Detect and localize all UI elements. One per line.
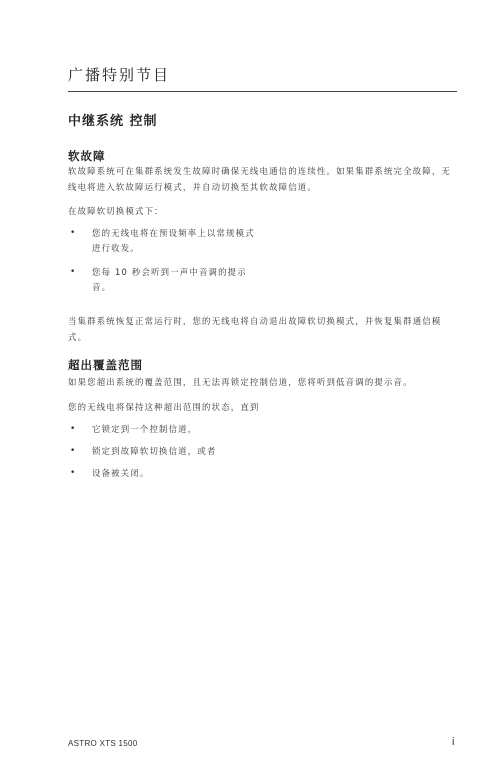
list-item xyxy=(68,265,262,295)
bullet-icon: • xyxy=(70,468,77,478)
fail-soft-paragraph: 软故障系统可在集群系统发生故障时确保无线电通信的连续性。如果集群系统完全故障，无线电将进入软故障运行模式，并自动切换至其软故障信道。 xyxy=(68,166,451,192)
fail-soft-bullet-list xyxy=(68,226,452,295)
out-of-range-paragraph: 如果您超出系统的覆盖范围，且无法再锁定控制信道，您将听到低音调的提示音。 xyxy=(68,377,413,387)
fail-soft-closing: 当集群系统恢复正常运行时，您的无线电将自动退出故障软切换模式，并恢复集群通信模式。 xyxy=(68,316,442,342)
list-item-text: 锁定到故障软切换信道，或者 xyxy=(92,446,217,456)
list-item xyxy=(68,444,452,459)
list-item-text: 设备被关闭。 xyxy=(92,468,150,478)
bullet-icon: • xyxy=(70,228,77,238)
footer-page-number: i xyxy=(452,736,455,748)
chapter-title: 广播特别节目 xyxy=(68,66,171,84)
out-of-range-intro: 您的无线电将保持这种超出范围的状态，直到 xyxy=(68,402,260,412)
bullet-icon: • xyxy=(70,424,77,434)
chapter-divider xyxy=(68,91,457,92)
out-of-range-heading: 超出覆盖范围 xyxy=(68,358,143,372)
list-item-text: 您每 10 秒会听到一声中音调的提示音。 xyxy=(92,267,247,292)
section-title: 中继系统 控制 xyxy=(68,114,158,129)
fail-soft-heading: 软故障 xyxy=(68,149,106,163)
bullet-icon: • xyxy=(70,446,77,456)
fail-soft-intro: 在故障软切换模式下： xyxy=(68,206,164,216)
list-item xyxy=(68,466,452,481)
list-item xyxy=(68,226,262,256)
out-of-range-bullet-list xyxy=(68,422,452,481)
list-item xyxy=(68,422,452,437)
bullet-icon: • xyxy=(70,267,77,277)
footer-product-name: ASTRO XTS 1500 xyxy=(68,739,138,748)
list-item-text: 您的无线电将在预设频率上以常规模式进行收发。 xyxy=(92,228,255,253)
list-item-text: 它锁定到一个控制信道， xyxy=(92,424,198,434)
